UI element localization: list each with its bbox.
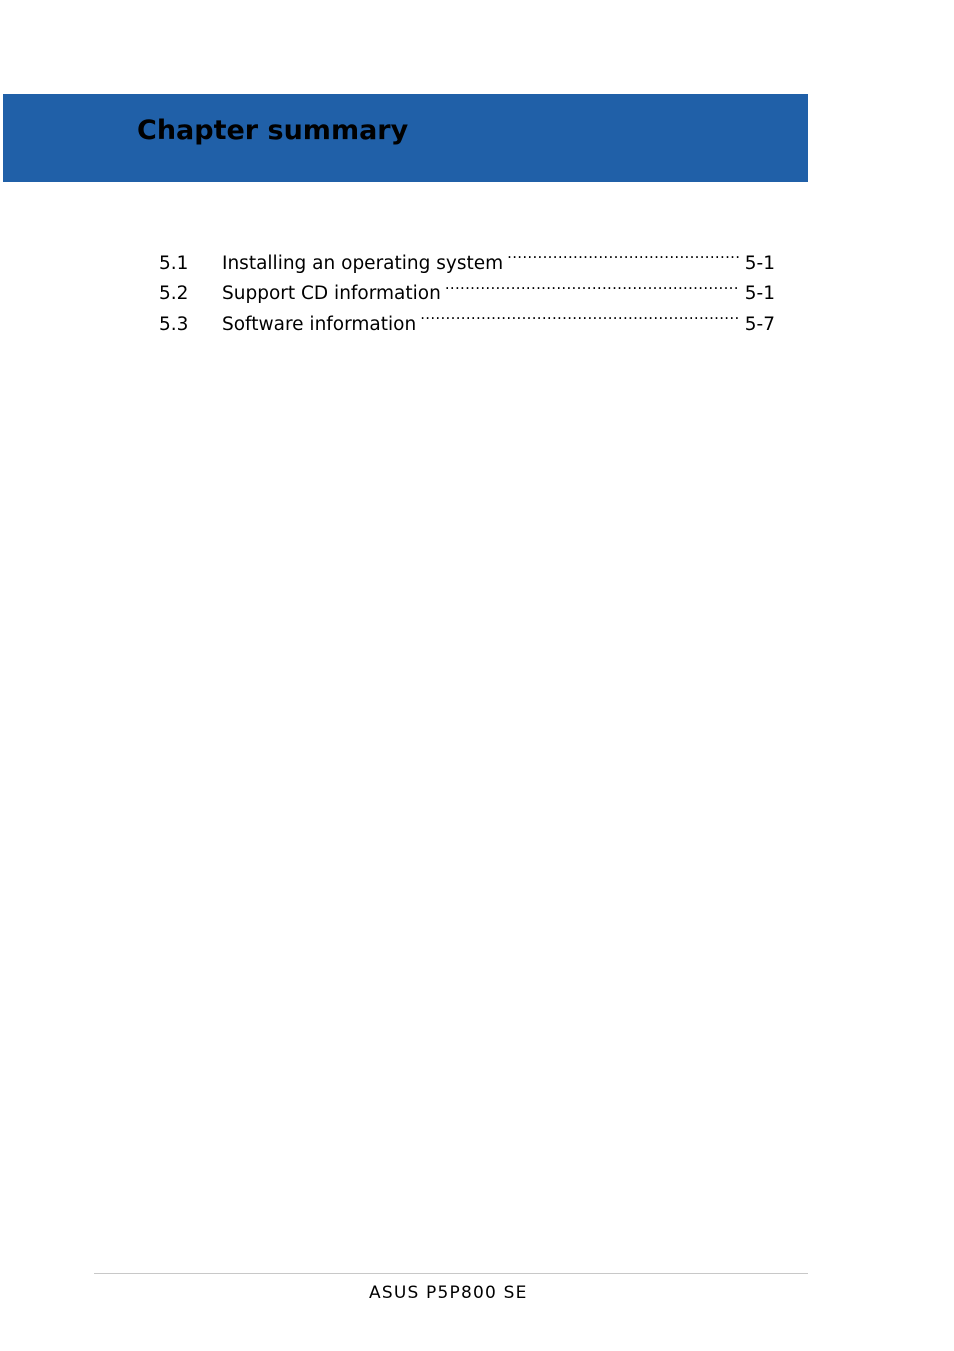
toc-entry-number: 5.2 [159, 283, 189, 304]
footer-product-name: ASUS P5P800 SE [369, 1283, 528, 1303]
toc-dot-leader [507, 238, 739, 269]
toc-entry-title: Software information [222, 313, 417, 335]
toc-entry-title: Installing an operating system [222, 252, 504, 274]
toc-dot-leader [420, 299, 739, 330]
toc-entry-page: 5-1 [744, 283, 775, 304]
toc-entry-number: 5.1 [159, 252, 189, 274]
page-title: Chapter summary [137, 115, 409, 146]
toc-entry-title: Support CD information [222, 283, 441, 304]
toc-dot-leader [445, 269, 739, 300]
footer-divider [94, 1273, 808, 1274]
table-of-contents [159, 238, 775, 335]
toc-entry-page: 5-1 [744, 252, 775, 274]
toc-entry-number: 5.3 [159, 313, 189, 335]
toc-entry-page: 5-7 [744, 313, 775, 335]
toc-entry[interactable] [159, 238, 775, 274]
